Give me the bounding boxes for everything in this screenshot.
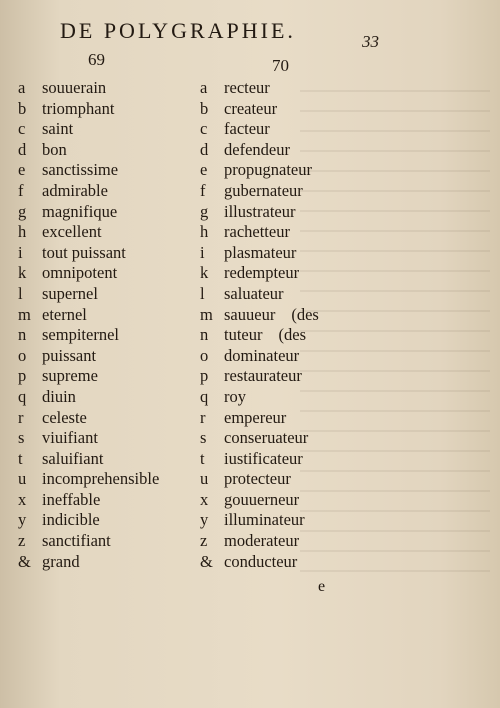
left-list-item (18, 366, 159, 387)
cipher-word: indicible (42, 510, 100, 530)
cipher-letter: g (200, 201, 209, 221)
cipher-letter: k (200, 263, 209, 283)
cipher-letter: a (18, 78, 26, 97)
cipher-letter: c (200, 119, 208, 139)
cipher-word: eternel (42, 304, 87, 324)
cipher-letter: c (18, 119, 26, 139)
left-list-item (18, 387, 159, 408)
left-list-item (18, 449, 159, 470)
cipher-word: sauueur (224, 304, 276, 324)
cipher-annotation: (des (291, 304, 319, 324)
cipher-word: triomphant (42, 98, 115, 118)
cipher-word: createur (224, 98, 278, 118)
cipher-letter: g (18, 201, 27, 221)
cipher-word: facteur (224, 119, 270, 139)
cipher-word: excellent (42, 222, 102, 242)
cipher-letter: r (18, 407, 24, 427)
left-list-item (18, 284, 159, 305)
cipher-word: omnipotent (42, 263, 118, 283)
cipher-word: conducteur (224, 551, 298, 571)
right-list-item (200, 160, 319, 181)
right-list-item (200, 263, 319, 284)
right-list-item (200, 490, 319, 511)
cipher-word: grand (42, 551, 80, 571)
right-list-item (200, 243, 319, 264)
cipher-word: ineffable (42, 489, 101, 509)
cipher-letter: l (200, 283, 205, 303)
left-list-item (18, 305, 159, 326)
cipher-word: rachetteur (224, 222, 290, 242)
right-list-item (200, 78, 319, 99)
cipher-word: sanctissime (42, 160, 119, 180)
cipher-letter: d (18, 139, 27, 159)
cipher-word: conseruateur (224, 428, 309, 448)
cipher-letter: z (200, 531, 208, 551)
cipher-letter: q (18, 386, 27, 406)
cipher-letter: p (18, 366, 27, 386)
cipher-letter: f (200, 180, 206, 200)
cipher-word: saluateur (224, 283, 284, 303)
left-list-item (18, 222, 159, 243)
cipher-word: protecteur (224, 469, 291, 489)
cipher-letter: s (200, 428, 207, 448)
cipher-letter: l (18, 283, 23, 303)
folio-number: 33 (362, 32, 379, 51)
cipher-letter: u (18, 469, 27, 489)
left-column-number: 69 (88, 50, 105, 69)
cipher-word: tout puissant (42, 242, 126, 262)
cipher-word: defendeur (224, 139, 290, 159)
cipher-word: saint (42, 119, 74, 139)
right-column-number: 70 (272, 56, 289, 75)
cipher-word: dominateur (224, 345, 300, 365)
cipher-word: roy (224, 386, 246, 406)
cipher-letter: & (200, 551, 213, 571)
left-list-item (18, 346, 159, 367)
left-list-item (18, 202, 159, 223)
cipher-annotation: (des (278, 325, 306, 345)
right-list-item (200, 469, 319, 490)
cipher-letter: r (200, 407, 206, 427)
cipher-word: viuifiant (42, 428, 98, 448)
cipher-word: redempteur (224, 263, 300, 283)
left-list-item (18, 243, 159, 264)
right-list-item (200, 222, 319, 243)
right-list-item (200, 387, 319, 408)
right-list-item (200, 181, 319, 202)
cipher-word: magnifique (42, 201, 118, 221)
cipher-word: gubernateur (224, 180, 303, 200)
cipher-word: sempiternel (42, 325, 119, 345)
cipher-letter: i (18, 242, 23, 262)
cipher-word: supernel (42, 283, 98, 303)
cipher-letter: p (200, 366, 209, 386)
left-list-item (18, 99, 159, 120)
left-list-item (18, 119, 159, 140)
left-list-item (18, 263, 159, 284)
cipher-word: saluifiant (42, 448, 104, 468)
left-word-column (18, 78, 159, 572)
cipher-word: moderateur (224, 531, 300, 551)
right-list-item (200, 99, 319, 120)
right-list-item (200, 552, 319, 573)
cipher-letter: b (200, 98, 209, 118)
cipher-word: restaurateur (224, 366, 302, 386)
cipher-letter: m (200, 304, 213, 324)
cipher-letter: y (200, 510, 209, 530)
cipher-word: gouuerneur (224, 489, 300, 509)
left-list-item (18, 531, 159, 552)
cipher-word: propugnateur (224, 160, 312, 180)
cipher-letter: e (18, 160, 26, 180)
cipher-letter: k (18, 263, 27, 283)
left-list-item (18, 552, 159, 573)
cipher-letter: f (18, 180, 24, 200)
cipher-letter: & (18, 551, 31, 571)
cipher-letter: z (18, 531, 26, 551)
cipher-word: souuerain (42, 78, 107, 97)
cipher-word: admirable (42, 180, 108, 200)
cipher-letter: x (200, 489, 209, 509)
cipher-letter: s (18, 428, 25, 448)
cipher-word: tuteur (224, 325, 263, 345)
cipher-word: puissant (42, 345, 97, 365)
right-list-item (200, 346, 319, 367)
show-through-texture (300, 78, 490, 578)
cipher-word: celeste (42, 407, 87, 427)
running-head: DE POLYGRAPHIE. (60, 18, 296, 43)
right-list-item (200, 366, 319, 387)
cipher-word: illustrateur (224, 201, 296, 221)
cipher-word: sanctifiant (42, 531, 111, 551)
cipher-word: incomprehensible (42, 469, 160, 489)
right-list-item (200, 202, 319, 223)
cipher-letter: t (200, 448, 205, 468)
right-list-item (200, 305, 319, 326)
left-list-item (18, 408, 159, 429)
left-list-item (18, 490, 159, 511)
cipher-letter: o (18, 345, 27, 365)
cipher-word: illuminateur (224, 510, 305, 530)
cipher-letter: a (200, 78, 208, 97)
cipher-letter: e (200, 160, 208, 180)
right-list-item (200, 140, 319, 161)
left-list-item (18, 181, 159, 202)
right-list-item (200, 531, 319, 552)
catchword: e (318, 578, 326, 595)
left-list-item (18, 510, 159, 531)
cipher-letter: o (200, 345, 209, 365)
cipher-letter: t (18, 448, 23, 468)
left-list-item (18, 78, 159, 99)
cipher-letter: y (18, 510, 27, 530)
cipher-letter: u (200, 469, 209, 489)
cipher-letter: b (18, 98, 27, 118)
cipher-word: diuin (42, 386, 76, 406)
cipher-letter: i (200, 242, 205, 262)
left-list-item (18, 140, 159, 161)
cipher-word: empereur (224, 407, 287, 427)
cipher-word: plasmateur (224, 242, 297, 262)
cipher-letter: x (18, 489, 27, 509)
right-list-item (200, 510, 319, 531)
cipher-letter: n (200, 325, 209, 345)
right-list-item (200, 119, 319, 140)
left-list-item (18, 160, 159, 181)
cipher-letter: n (18, 325, 27, 345)
cipher-letter: m (18, 304, 31, 324)
cipher-word: recteur (224, 78, 270, 97)
left-list-item (18, 469, 159, 490)
cipher-word: bon (42, 139, 67, 159)
right-list-item (200, 325, 319, 346)
left-list-item (18, 325, 159, 346)
right-list-item (200, 428, 319, 449)
cipher-letter: h (200, 222, 209, 242)
cipher-letter: d (200, 139, 209, 159)
cipher-word: iustificateur (224, 448, 303, 468)
right-list-item (200, 284, 319, 305)
right-list-item (200, 449, 319, 470)
cipher-letter: q (200, 386, 209, 406)
right-list-item (200, 408, 319, 429)
right-word-column (200, 78, 319, 572)
cipher-word: supreme (42, 366, 98, 386)
cipher-letter: h (18, 222, 27, 242)
left-list-item (18, 428, 159, 449)
